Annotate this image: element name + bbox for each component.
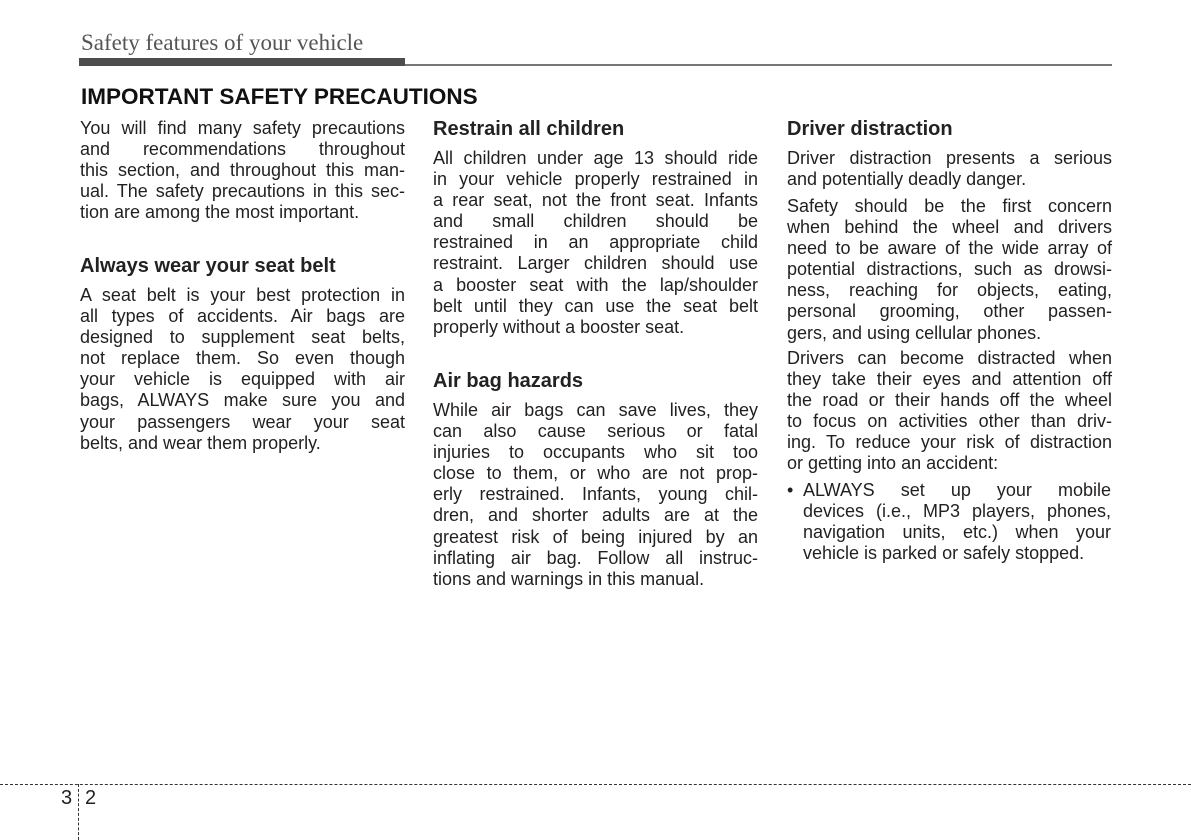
seatbelt-heading: Always wear your seat belt [80,255,336,277]
text-line: ing. To reduce your risk of distraction [787,432,1112,453]
airbag-heading: Air bag hazards [433,370,584,392]
text-line: personal grooming, other passen- [787,301,1112,322]
text-line: can also cause serious or fatal [433,421,758,442]
bullet-item [803,480,1111,564]
text-line: restraint. Larger children should use [433,253,758,274]
bullet-marker: • [787,480,794,500]
text-line: ual. The safety precautions in this sec- [80,181,405,202]
text-line: they take their eyes and attention off [787,369,1112,390]
text-line: close to them, or who are not prop- [433,463,758,484]
text-line: in your vehicle properly restrained in [433,169,758,190]
text-line: dren, and shorter adults are at the [433,505,758,526]
text-line: the road or their hands off the wheel [787,390,1112,411]
text-line: and potentially deadly danger. [787,169,1027,190]
text-line: Drivers can become distracted when [787,348,1112,368]
text-line: restrained in an appropriate child [433,232,758,253]
text-line: properly without a booster seat. [433,316,685,337]
text-line: potential distractions, such as drowsi- [787,259,1112,280]
text-line: a booster seat with the lap/shoulder [433,274,758,295]
text-line: all types of accidents. Air bags are [80,306,405,327]
text-line: belt until they can use the seat belt [433,295,758,316]
text-line: when behind the wheel and drivers [787,217,1112,238]
text-line: a rear seat, not the front seat. Infants [433,190,758,211]
text-line: and small children should be [433,211,758,232]
children-heading: Restrain all children [433,118,625,140]
distraction-paragraph-2 [787,196,1112,344]
text-line: belts, and wear them properly. [80,432,321,453]
text-line: All children under age 13 should ride [433,148,758,168]
text-line: and recommendations throughout [80,139,405,160]
text-line: ALWAYS set up your mobile [803,480,1111,500]
text-line: tion are among the most important. [80,202,360,223]
text-line: this section, and throughout this man- [80,160,405,181]
intro-paragraph [80,118,405,223]
text-line: While air bags can save lives, they [433,400,758,420]
text-line: You will find many safety precautions [80,118,405,138]
seatbelt-paragraph [80,285,405,454]
page-number: 2 [85,787,97,809]
text-line: designed to supplement seat belts, [80,327,405,348]
text-line: gers, and using cellular phones. [787,322,1042,343]
chapter-number: 3 [61,787,73,809]
text-line: Safety should be the first concern [787,196,1112,216]
text-line: greatest risk of being injured by an [433,526,758,547]
header-rule [405,64,1112,66]
page-title: IMPORTANT SAFETY PRECAUTIONS [81,84,478,109]
running-header: Safety features of your vehicle [81,30,364,55]
text-line: tions and warnings in this manual. [433,568,705,589]
text-line: your passengers wear your seat [80,411,405,432]
text-line: inflating air bag. Follow all instruc- [433,547,758,568]
text-line: need to be aware of the wide array of [787,238,1112,259]
airbag-paragraph [433,400,758,590]
footer-divider [0,784,1191,785]
text-line: your vehicle is equipped with air [80,369,405,390]
text-line: Driver distraction presents a serious [787,148,1112,168]
text-line: erly restrained. Infants, young chil- [433,484,758,505]
text-line: navigation units, etc.) when your [803,522,1111,543]
footer-page-divider [78,784,79,840]
text-line: devices (i.e., MP3 players, phones, [803,501,1111,522]
text-line: or getting into an accident: [787,453,999,474]
distraction-paragraph-1 [787,148,1112,190]
text-line: not replace them. So even though [80,348,405,369]
text-line: vehicle is parked or safely stopped. [803,543,1085,564]
distraction-heading: Driver distraction [787,118,953,140]
text-line: ness, reaching for objects, eating, [787,280,1112,301]
text-line: to focus on activities other than driv- [787,411,1112,432]
header-bar [79,58,405,66]
text-line: A seat belt is your best protection in [80,285,405,305]
text-line: injuries to occupants who sit too [433,442,758,463]
distraction-paragraph-3 [787,348,1112,475]
children-paragraph [433,148,758,338]
text-line: bags, ALWAYS make sure you and [80,390,405,411]
